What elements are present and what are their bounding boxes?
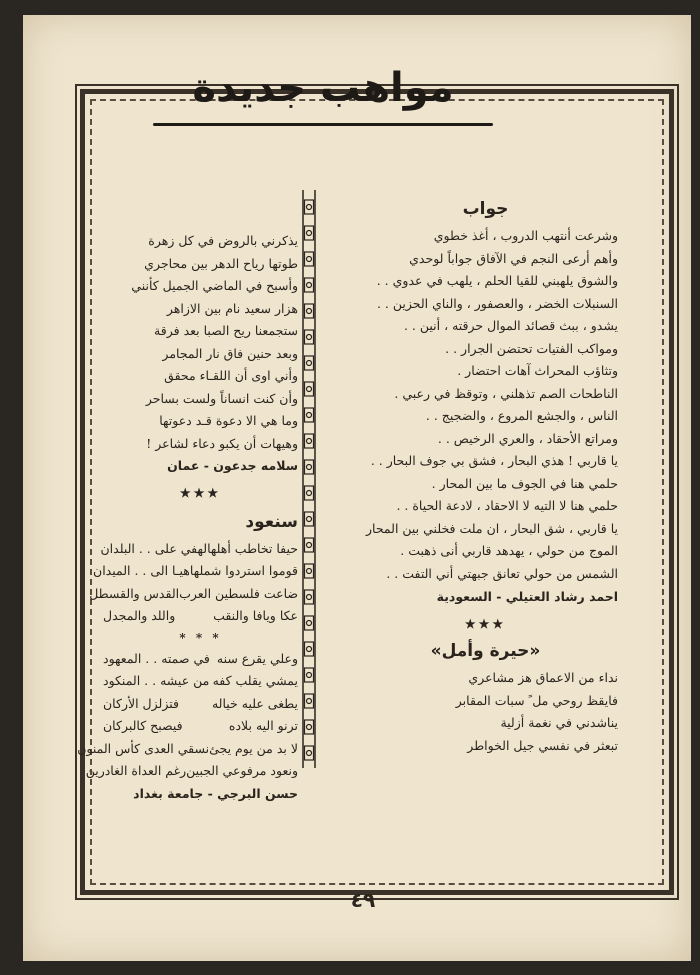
section-stars: ★★★ [464,617,507,631]
divider-ornament [305,616,314,630]
divider-dot [307,569,312,574]
divider-ornament [305,252,314,266]
poem-line: يا قاربي ، شق البحار ، ان ملت فخلني بين المحار [366,520,618,536]
divider-dot [307,595,312,600]
left-column [77,230,298,805]
divider-dot [307,543,312,548]
poem-line: فايقظ روحي مل ً سبات المقابر [455,692,618,708]
hemistich-first: وأني اوى أن اللقـاء محقق [164,368,298,383]
poem-line [103,648,298,671]
poem-line [103,365,298,388]
poem-line: الموج من حولي ، يهدهد قاربي أنى ذهبت . [400,543,618,558]
poem-hayra-lines [353,667,618,757]
hemistich-second: لهفي على . . البلدان [100,540,208,556]
divider-dot [307,517,312,522]
divider-ornament [305,668,314,682]
poem-line [93,560,298,583]
divider-dot [307,283,312,288]
poem-line [85,760,298,783]
hemistich-first: وعلي يقرع سنه [216,650,298,666]
divider-dot [307,387,312,392]
poem-line [103,388,298,411]
hemistich-first: وبعد حنين فاق نار المجامر [162,345,298,361]
right-column [353,195,618,757]
hemistich-first: ترنو اليه بلاده [228,718,298,733]
divider-ornament [305,330,314,344]
poem-line: الناطحات الصم تذهلني ، وتوقظ في رعبي . [394,385,618,401]
divider-dot [307,309,312,314]
poem-line [103,275,298,298]
hemistich-first: يذكرني بالروض في كل زهرة [148,233,298,248]
divider-ornament [305,746,314,760]
poem-line: الشمس من حولي تعانق جبهتي أني التفت . . [386,565,618,581]
hemistich-first: طوتها رياح الدهر بين محاجري [144,255,298,271]
divider-ornament [305,356,314,370]
poem-line: السنبلات الخضر ، والعصفور ، والناي الحزين . . [376,295,618,311]
divider-dot [307,439,312,444]
divider-dot [307,361,312,366]
ornamental-divider [301,190,317,768]
hemistich-second: نسقي العدى كأس المنون [77,740,210,756]
poem-line [103,605,298,628]
hemistich-first: عكا ويافا والنقب [213,608,298,623]
hemistich-first: لا بد من يوم يجئ [209,740,298,756]
hemistich-second: فتزلزل الأركان [103,695,179,711]
poem-line [103,298,298,321]
poem-line [103,253,298,276]
page-title: مواهب جديدة [192,65,454,111]
poem-sanaood-lines [89,538,298,628]
poem-line: يناشدني في نغمة أزلية [500,715,618,730]
divider-dot [307,673,312,678]
hemistich-first: ستجمعنا ريح الصبا بعد فرقة [154,323,298,338]
divider-ornament [305,512,314,526]
hemistich-first: ونعود مرفوعي الجبين [186,763,298,778]
poem-line [77,738,298,761]
divider-ornament [305,226,314,240]
poem-line: حلمي هنا لا التيه لا الاحقاد ، لادعة الحياة . . [396,498,618,513]
poem-signature: سلامه جدعون - عمان [167,458,298,473]
hemistich-first: ضاعت فلسطين العرب [179,585,298,601]
poem-line [89,583,298,606]
divider-ornament [305,382,314,396]
poem-line: وأهم أرعى النجم في الآفاق جواباً لوحدي [409,250,618,266]
divider-dot [307,725,312,730]
divider-dot [307,751,312,756]
poem-line [103,433,298,456]
hemistich-first: حيفا تخاطب أهلها [207,540,298,556]
hemistich-second: رغم العداة الغادرين [85,763,187,778]
poem-line [103,230,298,253]
hemistich-first: وأسبح في الماضي الجميل كأنني [131,278,298,293]
hemistich-first: وما هي الا دعوة قـد دعوتها [159,413,298,428]
poem-line: ومراتع الأحقاد ، والعري الرخيص . . [437,430,618,446]
inline-stars: * * * [179,630,222,645]
divider-ornament [305,590,314,604]
divider-ornament [305,720,314,734]
divider-ornament [305,642,314,656]
divider-dot [307,621,312,626]
poem-line: تبعثر في نفسي جيل الخواطر [467,737,618,753]
hemistich-second: من عيشه . . المنكود [103,673,210,688]
poem-title-jawab: جواب [462,199,509,219]
poem-line [103,693,298,716]
divider-ornament [305,694,314,708]
divider-dot [307,231,312,236]
page-number: ٤٩ [350,888,376,912]
poem-jawab-lines [353,225,618,585]
section-stars: ★★★ [179,485,222,500]
divider-dot [307,699,312,704]
divider-dot [307,257,312,262]
poem-signature: احمد رشاد العتيلي - السعودية [436,589,618,604]
hemistich-second: واللد والمجدل [103,608,176,623]
poem-line: الناس ، والجشع المروع ، والضجيج . . [425,408,618,423]
poem-line [103,715,298,738]
divider-ornament [305,538,314,552]
poem-line [103,410,298,433]
hemistich-first: قوموا استردوا شملها [189,563,298,578]
hemistich-second: القدس والقسطل [89,585,180,601]
hemistich-second: في صمته . . المعهود [103,650,210,666]
divider-ornament [305,408,314,422]
divider-ornament [305,564,314,578]
poem-line: نداء من الاعماق هز مشاعري [468,670,618,685]
divider-dot [307,413,312,418]
hemistich-first: يمشي يقلب كفه [212,673,298,688]
hemistich-first: وأن كنت انساناً ولست بساحر [145,390,298,406]
hemistich-second: هيـا الى . . الميدان [93,563,190,578]
title-underline [153,123,493,126]
poem-sanaood-lines-2 [77,648,298,783]
poem-line: والشوق يلهبني للقيا الحلم ، يلهب في عدوي . . [376,273,618,288]
poem-title-sanaood: سنعود [245,511,298,532]
poem-line: يشدو ، ببث قصائد الموال حرقته ، أنين . . [403,318,618,333]
divider-ornament [305,460,314,474]
hemistich-first: وهيهات أن يكبو دعاء لشاعر ! [146,435,298,451]
poem-rawd-lines [103,230,298,455]
poem-line: وتثاؤب المحراث آهات احتضار . [457,363,618,378]
divider-ornament [305,486,314,500]
divider-dot [307,335,312,340]
poem-line: يا قاربي ! هذي البحار ، فشق بي جوف البحار . . [370,453,618,468]
divider-ornament [305,304,314,318]
hemistich-first: هزار سعيد نام بين الازاهر [166,300,298,316]
hemistich-first: يطغى عليه خياله [211,695,298,711]
poem-line [103,670,298,693]
poem-line [100,538,298,561]
divider-dot [307,647,312,652]
divider-dot [307,205,312,210]
poem-title-hayra: «حيرة وأمل» [430,641,541,661]
magazine-page [23,15,691,961]
poem-line: ومواكب الفتيات تحتضن الجرار . . [445,340,618,356]
poem-line [103,320,298,343]
poem-signature: حسن البرجي - جامعة بغداد [133,785,298,801]
poem-line [103,343,298,366]
divider-ornament [305,278,314,292]
poem-line: حلمي هنا في الجوف ما بين المحار . [431,475,618,491]
divider-ornament [305,200,314,214]
hemistich-second: فيصبح كالبركان [103,718,183,733]
poem-line: وشرعت أنتهب الدروب ، أغذ خطوي [433,228,618,243]
divider-ornament [305,434,314,448]
divider-dot [307,491,312,496]
divider-dot [307,465,312,470]
